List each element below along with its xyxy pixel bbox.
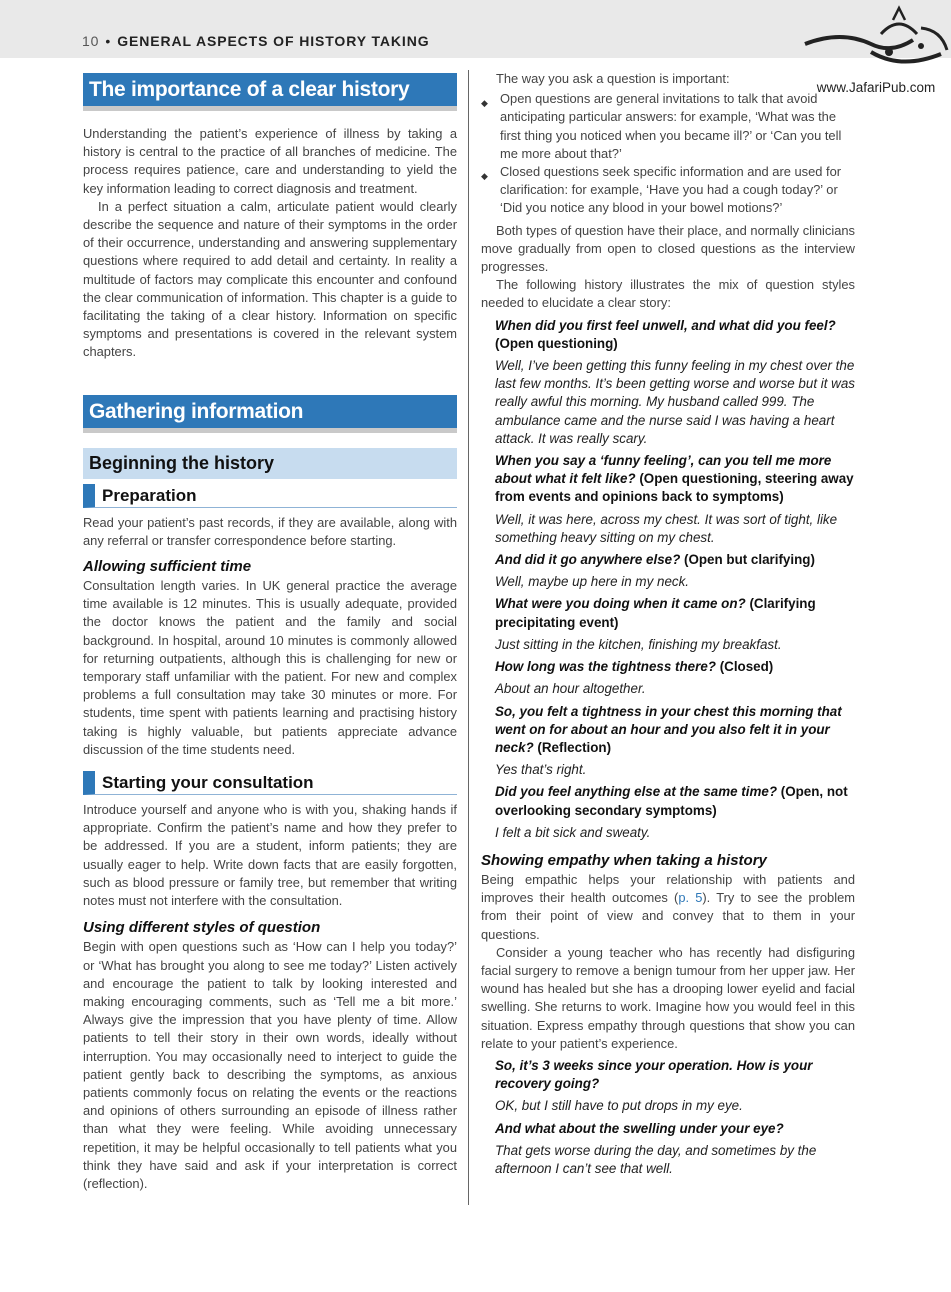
dialogue-question: So, you felt a tightness in your chest this morning that went on for about an hour and you also felt it in your neck? (Reflection): [495, 703, 842, 755]
subsection-heading-beginning: Beginning the history: [83, 448, 457, 479]
section-heading-importance: The importance of a clear history: [83, 73, 457, 111]
list-item: ◆ Open questions are general invitations to talk that avoid anticipating particular answers: for example, ‘What was the first thing you noticed when you became ill?’ or ‘Can you tell me more about that?’: [481, 91, 842, 161]
history-dialogue: [481, 317, 855, 842]
dialogue-question: Did you feel anything else at the same time? (Open, not overlooking secondary symptoms): [495, 784, 848, 818]
dialogue-answer: That gets worse during the day, and sometimes by the afternoon I can’t see that well.: [495, 1142, 817, 1176]
paragraph: Read your patient’s past records, if they are available, along with any referral or transfer correspondence before starting.: [83, 514, 457, 548]
paragraph: The way you ask a question is important:: [496, 71, 730, 86]
dialogue-question: When did you first feel unwell, and what did you feel? (Open questioning): [495, 317, 836, 351]
question-types-list: [481, 90, 855, 217]
paragraph: Introduce yourself and anyone who is with you, shaking hands if appropriate. Confirm the patient’s name and how they prefer to be addressed. If you are a student, inform patients; they are usually eager to help. Write down facts that are easily forgotten, such as blood pressure or family tree, but remember that writing notes must not interfere with the consultation.: [83, 802, 457, 909]
running-head: [82, 33, 430, 49]
list-item: ◆ Closed questions seek specific information and are used for clarification: for example, ‘Have you had a cough today?’ or ‘Did you notice any blood in your bowel motions?’: [481, 164, 842, 216]
paragraph: Both types of question have their place, and normally clinicians move gradually from open to closed questions as the interview progresses.: [481, 222, 855, 275]
dialogue-answer: Yes that’s right.: [495, 762, 587, 778]
dialogue-answer: OK, but I still have to put drops in my eye.: [495, 1098, 743, 1114]
paragraph: In a perfect situation a calm, articulate patient would clearly describe the sequence and nature of their symptoms in the order of their occurrence, understanding and answering supplementary questions where required to add detail and certainty. In reality a multitude of factors may complicate this encounter and confound the clear communication of information. This chapter is a guide to facilitating the taking of a clear history. Information on specific symptoms and presentations is covered in the relevant system chapters.: [83, 198, 457, 360]
paragraph: Being empathic helps your relationship with patients and improves their health outcomes (p. 5). Try to see the problem from their point of view and convey that to them in your questions.: [481, 871, 855, 942]
section-heading-gathering: Gathering information: [83, 395, 457, 433]
paragraph: Consultation length varies. In UK general practice the average time available is 12 minutes. This is usually adequate, provided the doctor knows the patient and the family and social background. In hospital, around 10 minutes is commonly allowed for returning outpatients, although this is challenging for new or temporary staff unfamiliar with the patient. For new and complex problems a full consultation may take 30 minutes or more. For students, time spent with patients learning and practising history taking is highly valuable, but patients appreciate advance discussion of the time students need.: [83, 578, 457, 757]
dialogue-question: So, it’s 3 weeks since your operation. How is your recovery going?: [495, 1057, 813, 1092]
left-column: [83, 73, 457, 1193]
dialogue-question: When you say a ‘funny feeling’, can you tell me more about what it felt like? (Open questioning, steering away from events and opinions back to symptoms): [495, 453, 854, 505]
paragraph: Understanding the patient’s experience of illness by taking a history is central to the practice of all branches of medicine. The process requires patience, care and understanding to yield the key information leading to correct diagnosis and treatment.: [83, 126, 457, 196]
dialogue-question: How long was the tightness there? (Closed): [495, 659, 774, 675]
subheading-starting: Starting your consultation: [83, 771, 457, 795]
column-divider: [468, 70, 469, 1205]
dialogue-answer: Well, maybe up here in my neck.: [495, 574, 690, 590]
dialogue-answer: Well, I’ve been getting this funny feeling in my chest over the last few months. It’s been getting worse and worse but it was really awful this morning. My husband called 999. The ambulance came and the nurse said I was having a heart attack. It was really scary.: [495, 358, 855, 446]
minor-heading-styles: Using different styles of question: [83, 919, 321, 937]
minor-heading-time: Allowing sufficient time: [83, 558, 252, 576]
paragraph: Consider a young teacher who has recently had disfiguring facial surgery to remove a benign tumour from her upper jaw. Her wound has healed but she has a drooping lower eyelid and facial swelling. She returns to work. Imagine how you would feel in this situation. Express empathy through questions that show you can relate to your patient’s experience.: [481, 944, 855, 1051]
dialogue-answer: Well, it was here, across my chest. It was sort of tight, like something heavy sitting on my chest.: [495, 511, 838, 545]
dialogue-question: What were you doing when it came on? (Clarifying precipitating event): [495, 596, 816, 630]
page-number: 10: [82, 33, 100, 49]
bullet-icon: ◆: [481, 171, 488, 182]
minor-heading-empathy: Showing empathy when taking a history: [481, 851, 767, 869]
subheading-preparation: Preparation: [83, 484, 457, 508]
dialogue-question: And did it go anywhere else? (Open but clarifying): [495, 552, 815, 568]
paragraph: Begin with open questions such as ‘How can I help you today?’ or ‘What has brought you along to see me today?’ Listen actively and encourage the patient to talk by looking interested and making encouraging comments, such as ‘Tell me a bit more.’ Always give the impression that you have plenty of time. Allow patients to tell their story in their own words, ideally without interruption. You may occasionally need to interject to guide the patient gently back to describing the symptoms, as anxious patients commonly focus on relating the events or the reactions and opinions of others surrounding an episode of illness rather than what they were feeling. While avoiding unnecessary repetition, it may be helpful occasionally to tell patients what you think they have said and ask if your interpretation is correct (reflection).: [83, 939, 457, 1191]
dialogue-answer: About an hour altogether.: [495, 681, 646, 697]
bullet-icon: ◆: [481, 98, 488, 109]
dialogue-question: And what about the swelling under your eye?: [495, 1120, 784, 1136]
publisher-url: www.JafariPub.com: [816, 80, 936, 95]
empathy-dialogue: [481, 1057, 855, 1178]
header-bullet: •: [105, 33, 112, 49]
dialogue-answer: Just sitting in the kitchen, finishing my breakfast.: [495, 636, 782, 652]
paragraph: The following history illustrates the mix of question styles needed to elucidate a clear story:: [481, 277, 855, 311]
dialogue-answer: I felt a bit sick and sweaty.: [495, 824, 651, 840]
publisher-emblem-icon: [801, 0, 951, 80]
right-column: [481, 70, 855, 1178]
chapter-title: GENERAL ASPECTS OF HISTORY TAKING: [117, 33, 430, 49]
page-reference-link[interactable]: p. 5: [678, 890, 703, 906]
